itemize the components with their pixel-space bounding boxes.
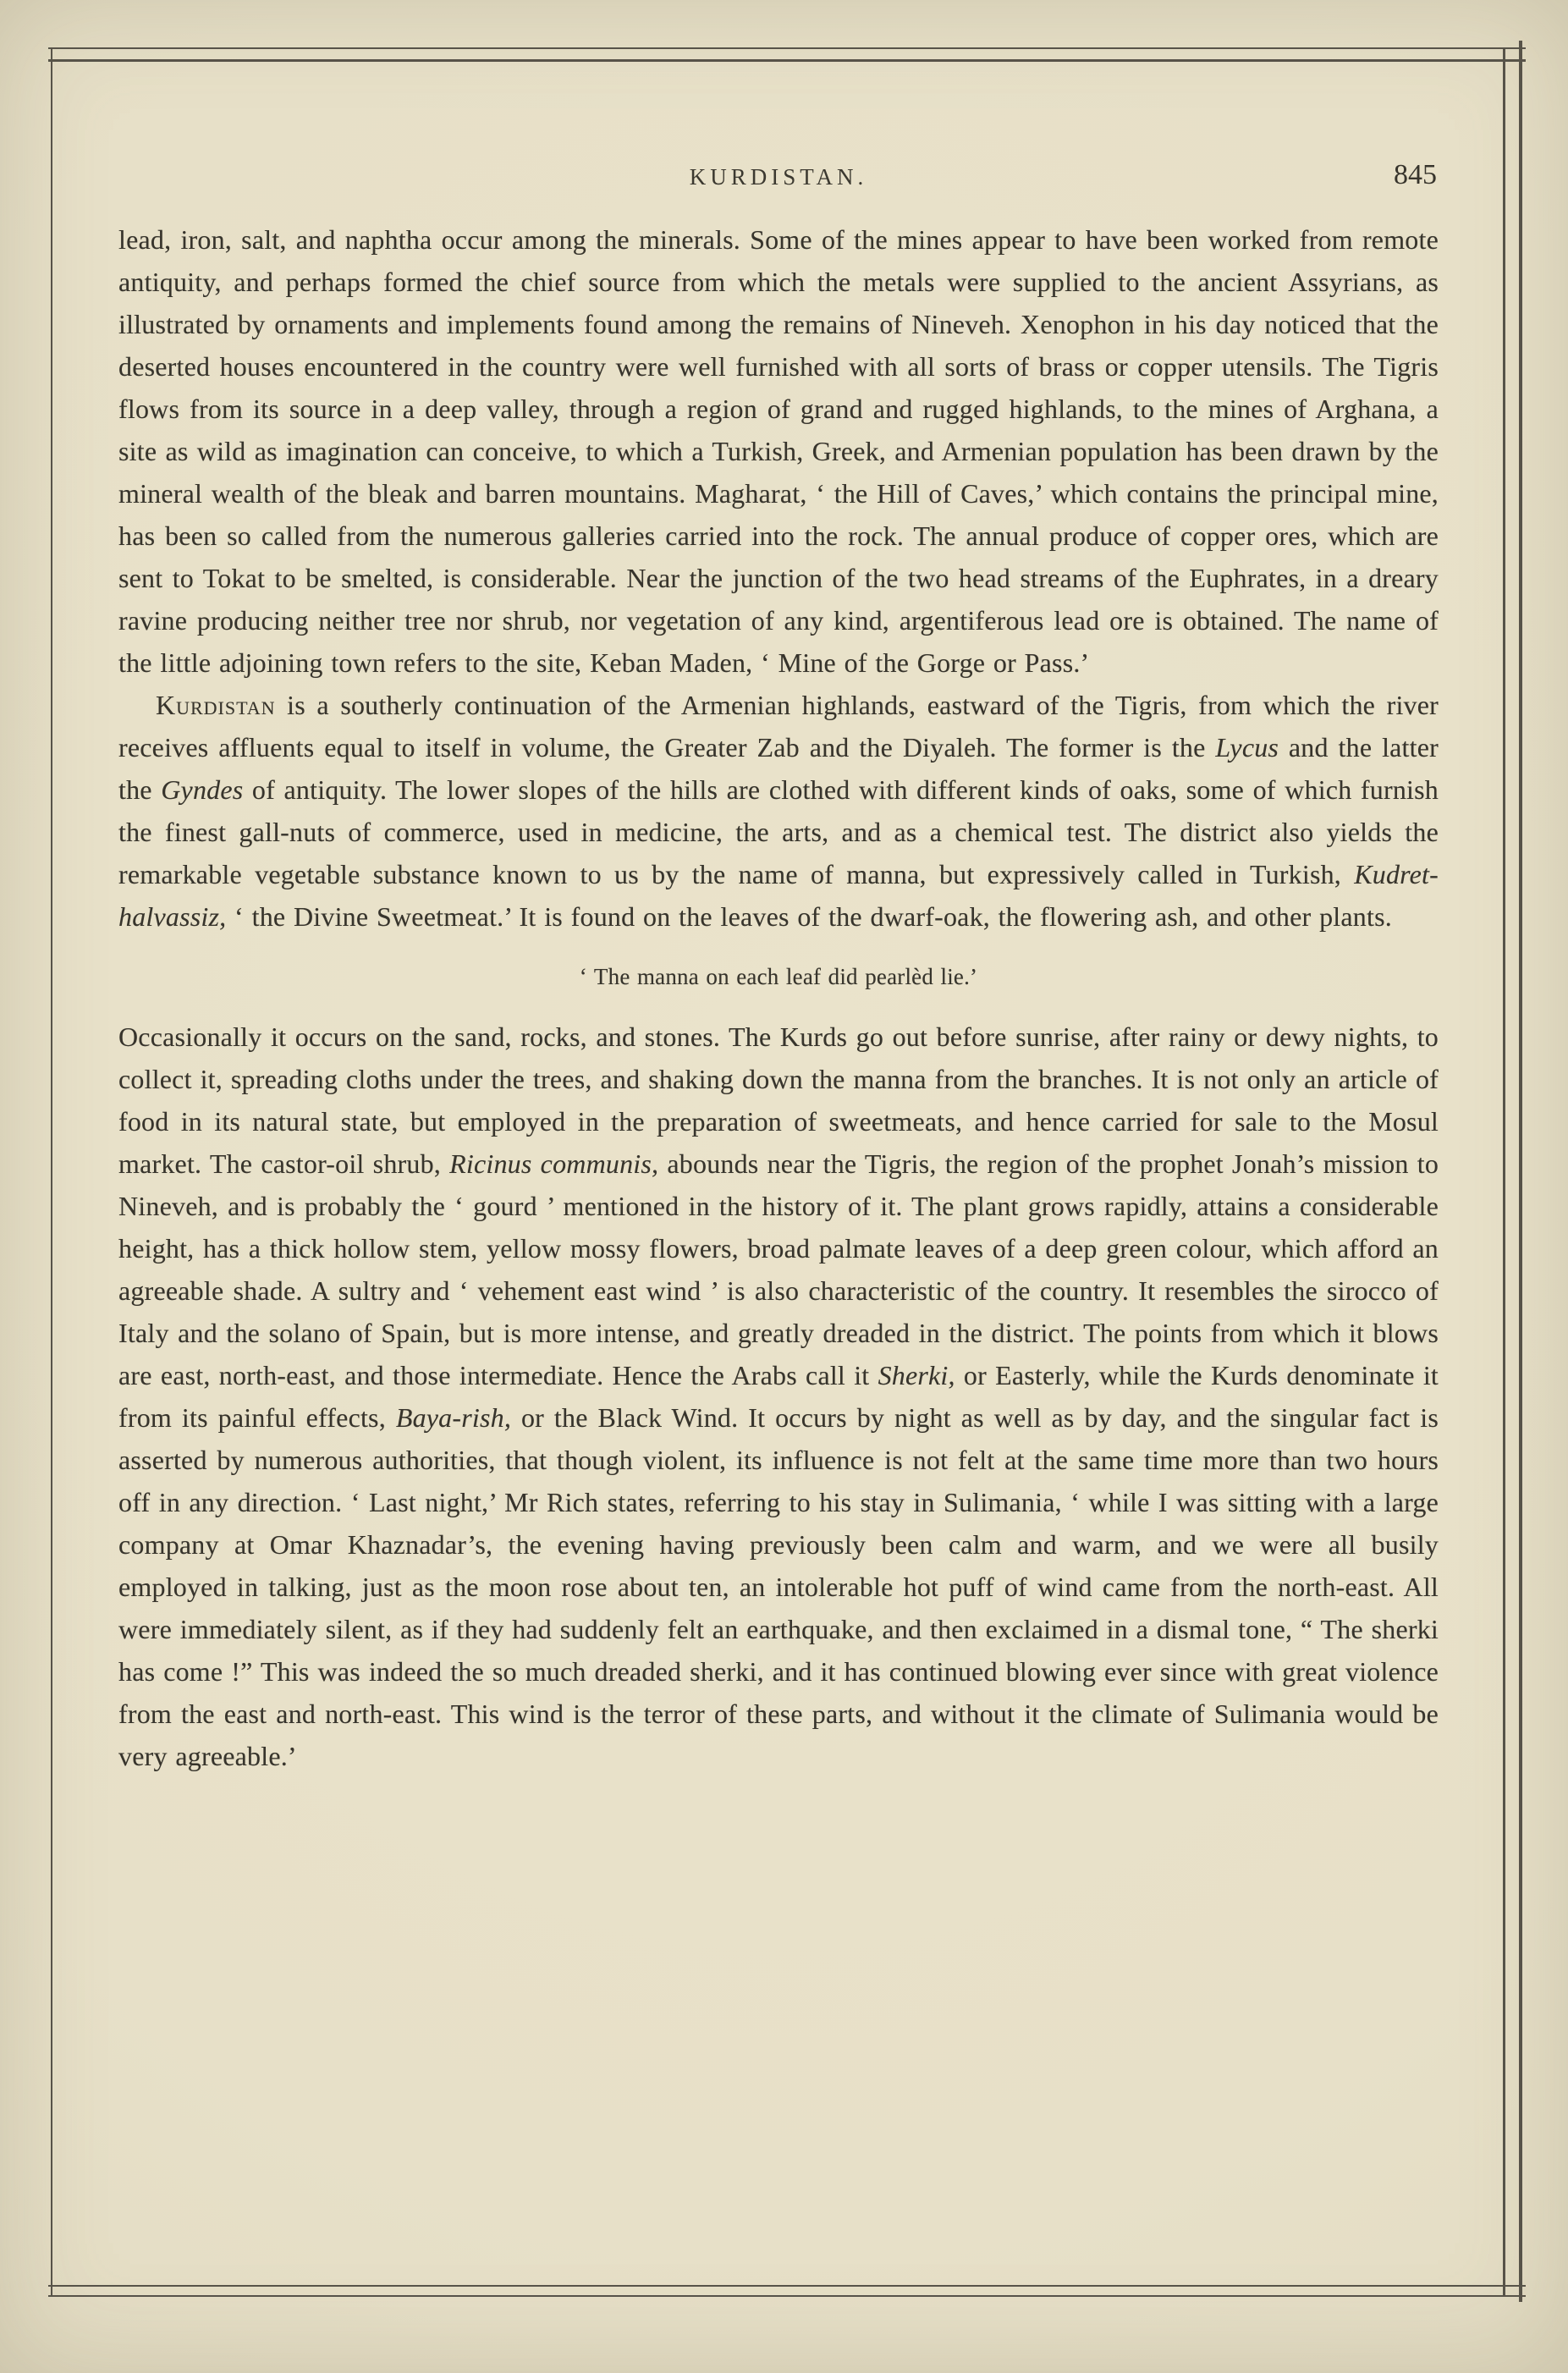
frame-rule-bottom-inner — [48, 2285, 1526, 2287]
text-run: of antiquity. The lower slopes of the hills are clothed with different kinds of oaks, some of which furnish the finest gall-nuts of commerce, used in medicine, the arts, and as a chemical test. The district also yields the remarkable vegetable substance known to us by the name of manna, but expressively called in Turkish, — [118, 774, 1439, 889]
text-run: or Easterly, while the Kurds denominate it from its painful effects, — [118, 1360, 1439, 1433]
text-run: Occasionally it occurs on the sand, rocks, and stones. The Kurds go out before sunrise, after rainy or dewy nights, to collect it, spreading cloths under the trees, and shaking down the manna from the branches. It is not only an article of food in its natural state, but employed in the preparation of sweetmeats, and hence carried for sale to the Mosul market. The castor-oil shrub, — [118, 1021, 1439, 1179]
text-run: is a southerly continuation of the Armenian highlands, eastward of the Tigris, from which the river receives affluents equal to itself in volume, the Greater Zab and the Diyaleh. The former is the — [118, 690, 1439, 763]
text-run-smallcaps: Kurdistan — [156, 690, 276, 720]
text-run: abounds near the Tigris, the region of the prophet Jonah’s mission to Nineveh, and is probably the ‘ gourd ’ mentioned in the history of it. The plant grows rapidly, attains a considerable height, has a thick hollow stem, yellow mossy flowers, broad palmate leaves of a deep green colour, which afford an agreeable shade. A sultry and ‘ vehement east wind ’ is also characteristic of the country. It resembles the sirocco of Italy and the solano of Spain, but is more intense, and greatly dreaded in the district. The points from which it blows are east, north-east, and those intermediate. Hence the Arabs call it — [118, 1148, 1439, 1390]
frame-rule-bottom-outer — [48, 2295, 1526, 2297]
paragraph — [118, 1016, 1439, 1777]
text-run: ‘ the Divine Sweetmeat.’ It is found on the leaves of the dwarf-oak, the flowering ash, and other plants. — [226, 901, 1392, 932]
text-run-italic: Baya-rish, — [395, 1402, 512, 1433]
paragraph — [118, 684, 1439, 938]
text-run: and the latter the — [118, 732, 1439, 805]
text-run-italic: Lycus — [1215, 732, 1279, 763]
page-header — [118, 159, 1439, 196]
text-run-italic: Gyndes — [161, 774, 244, 805]
frame-rule-right-outer — [1519, 41, 1522, 2302]
frame-rule-right-inner — [1503, 47, 1505, 2297]
text-run-italic: Kudret-halvassiz, — [118, 859, 1439, 932]
frame-rule-top-inner — [48, 59, 1526, 62]
text-run: lead, iron, salt, and naphtha occur among the minerals. Some of the mines appear to have been worked from remote antiquity, and perhaps formed the chief source from which the metals were supplied to the ancient Assyrians, as illustrated by ornaments and implements found among the remains of Nineveh. Xenophon in his day noticed that the deserted houses encountered in the country were well furnished with all sorts of brass or copper utensils. The Tigris flows from its source in a deep valley, through a region of grand and rugged highlands, to the mines of Arghana, a site as wild as imagination can conceive, to which a Turkish, Greek, and Armenian population has been drawn by the mineral wealth of the bleak and barren mountains. Magharat, ‘ the Hill of Caves,’ which contains the principal mine, has been so called from the numerous galleries carried into the rock. The annual produce of copper ores, which are sent to Tokat to be smelted, is considerable. Near the junction of the two head streams of the Euphrates, in a dreary ravine producing neither tree nor shrub, nor vegetation of any kind, argentiferous lead ore is obtained. The name of the little adjoining town refers to the site, Keban Maden, ‘ Mine of the Gorge or Pass.’ — [118, 224, 1439, 678]
running-header: KURDISTAN. — [689, 164, 868, 190]
paragraph — [118, 218, 1439, 684]
text-run: or the Black Wind. It occurs by night as well as by day, and the singular fact is asserted by numerous authorities, that though violent, its influence is not felt at the same time more than two hours off in any direction. ‘ Last night,’ Mr Rich states, referring to his stay in Sulimania, ‘ while I was sitting with a large company at Omar Khaznadar’s, the evening having previously been calm and warm, and we were all busily employed in talking, just as the moon rose about ten, an intolerable hot puff of wind came from the north-east. All were immediately silent, as if they had suddenly felt an earthquake, and then exclaimed in a dismal tone, “ The sherki has come !” This was indeed the so much dreaded sherki, and it has continued blowing ever since with great violence from the east and north-east. This wind is the terror of these parts, and without it the climate of Sulimania would be very agreeable.’ — [118, 1402, 1439, 1771]
frame-rule-top-outer — [48, 47, 1526, 49]
text-run: ‘ The manna on each leaf did pearlèd lie.’ — [579, 964, 978, 989]
page-content — [118, 159, 1439, 1777]
frame-rule-left — [51, 47, 52, 2297]
text-block — [118, 218, 1439, 1777]
verse-quote — [118, 960, 1439, 994]
page-number: 845 — [1394, 159, 1437, 190]
text-run-italic: Ricinus communis, — [449, 1148, 659, 1179]
text-run-italic: Sherki, — [878, 1360, 955, 1390]
